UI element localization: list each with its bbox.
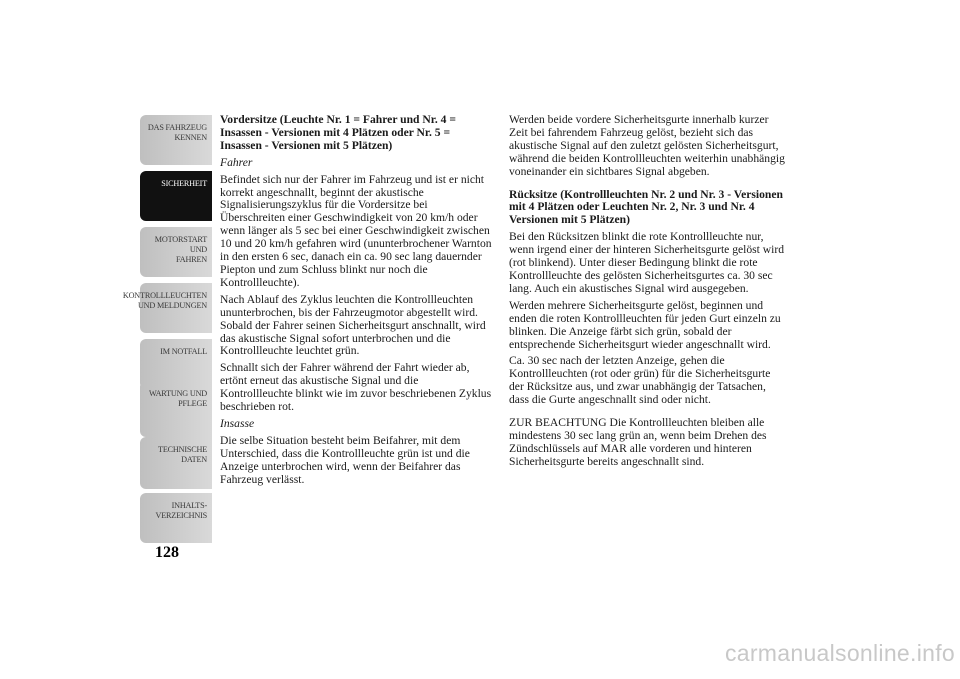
tab-wartung-und-pflege[interactable] [140, 381, 212, 437]
subheading-fahrer: Fahrer [220, 155, 253, 169]
paragraph: Ca. 30 sec nach der letzten Anzeige, gehen die Kontrollleuchten (rot oder grün) für die Sicherheitsgurte der Rücksitze aus, und zwar unabhängig der Tatsachen, dass die Gurte angeschnallt sind oder nicht. [509, 354, 771, 407]
tab-label: DAS FAHRZEUG KENNEN [147, 123, 207, 142]
tab-label: SICHERHEIT [161, 179, 207, 188]
tab-label: IM NOTFALL [160, 347, 207, 356]
paragraph: Die selbe Situation besteht beim Beifahrer, mit dem Unterschied, dass die Kontrollleuchte grün ist und die Anzeige unterbrochen wird, wenn der Beifahrer das Fahrzeug verlässt. [220, 433, 470, 486]
left-column [220, 114, 492, 490]
section-heading-ruecksitze: Rücksitze (Kontrollleuchten Nr. 2 und Nr. 3 - Versionen mit 4 Plätzen oder Leuchten Nr. 2, Nr. 3 und Nr. 4 Versionen mit 5 Plätzen) [509, 187, 783, 227]
tab-label: MOTORSTART UND FAHREN [154, 235, 207, 264]
paragraph: Nach Ablauf des Zyklus leuchten die Kontrollleuchten ununterbrochen, bis der Fahrzeugmotor abgestellt wird. Sobald der Fahrer seinen Sicherheitsgurt anschnallt, wird das akustische Signal sofort unterbrochen und die Kontrollleuchte leuchtet grün. [220, 292, 486, 358]
tab-kontrollleuchten-und-meldungen[interactable] [122, 283, 212, 333]
subheading-insasse: Insasse [220, 416, 255, 430]
paragraph: Werden mehrere Sicherheitsgurte gelöst, beginnen und enden die roten Kontrollleuchten für jeden Gurt einzeln zu blinken. Die Anzeige färbt sich grün, sobald der entsprechende Sicherheitsgurt wieder angeschnallt wird. [509, 298, 781, 351]
paragraph: Bei den Rücksitzen blinkt die rote Kontrollleuchte nur, wenn irgend einer der hinteren Sicherheitsgurte gelöst wird (rot blinkend). Unter dieser Bedingung blinkt die rote Kontrollleuchte des gelösten Sicherheitsgurtes ca. 30 sec lang. Auch ein akustisches Signal wird ausgegeben. [509, 230, 785, 295]
watermark: carmanualsonline.info [724, 640, 955, 666]
tab-label: WARTUNG UND PFLEGE [148, 389, 207, 408]
page-number: 128 [155, 544, 179, 561]
paragraph: Befindet sich nur der Fahrer im Fahrzeug und ist er nicht korrekt angeschnallt, beginnt der akustische Signalisierungszyklus für die Vordersitze bei Überschreiten einer Geschwindigkeit von 20 km/h oder wenn länger als 5 sec bei einer Geschwindigkeit zwischen 10 und 20 km/h gefahren wird (ununterbrochener Warnton in den ersten 6 sec, danach ein ca. 90 sec lang dauernder Piepton und zum Schluss blinkt nur noch die Kontrollleuchte). [220, 172, 492, 289]
paragraph: Schnallt sich der Fahrer während der Fahrt wieder ab, ertönt erneut das akustische Signal und die Kontrollleuchte blinkt wie im zuvor beschriebenen Zyklus beschrieben rot. [220, 361, 492, 414]
paragraph: Werden beide vordere Sicherheitsgurte innerhalb kurzer Zeit bei fahrendem Fahrzeug gelöst, bezieht sich das akustische Signal auf den zuletzt gelösten Sicherheitsgurt, während die beiden Kontrollleuchten weiterhin unabhängig voneinander ein sichtbares Signal abgeben. [509, 113, 785, 178]
tab-das-fahrzeug-kennen[interactable] [140, 115, 212, 165]
section-heading-vordersitze: Vordersitze (Leuchte Nr. 1 = Fahrer und Nr. 4 = Insassen - Versionen mit 4 Plätzen oder Nr. 5 = Insassen - Versionen mit 5 Plätzen) [220, 113, 456, 152]
tab-technische-daten[interactable] [140, 437, 212, 489]
tab-inhaltsverzeichnis[interactable] [140, 493, 212, 543]
tab-sicherheit[interactable] [140, 171, 212, 221]
tab-label: TECHNISCHE DATEN [158, 445, 207, 464]
tab-motorstart-und-fahren[interactable] [140, 227, 212, 277]
tab-label: KONTROLLLEUCHTEN UND MELDUNGEN [122, 291, 207, 310]
tab-label: INHALTS- VERZEICHNIS [155, 501, 207, 520]
note-paragraph: ZUR BEACHTUNG Die Kontrollleuchten bleiben alle mindestens 30 sec lang grün an, wenn beim Drehen des Zündschlüssels auf MAR alle vorderen und hinteren Sicherheitsgurte bereits angeschnallt sind. [509, 416, 767, 468]
right-column [509, 114, 785, 473]
